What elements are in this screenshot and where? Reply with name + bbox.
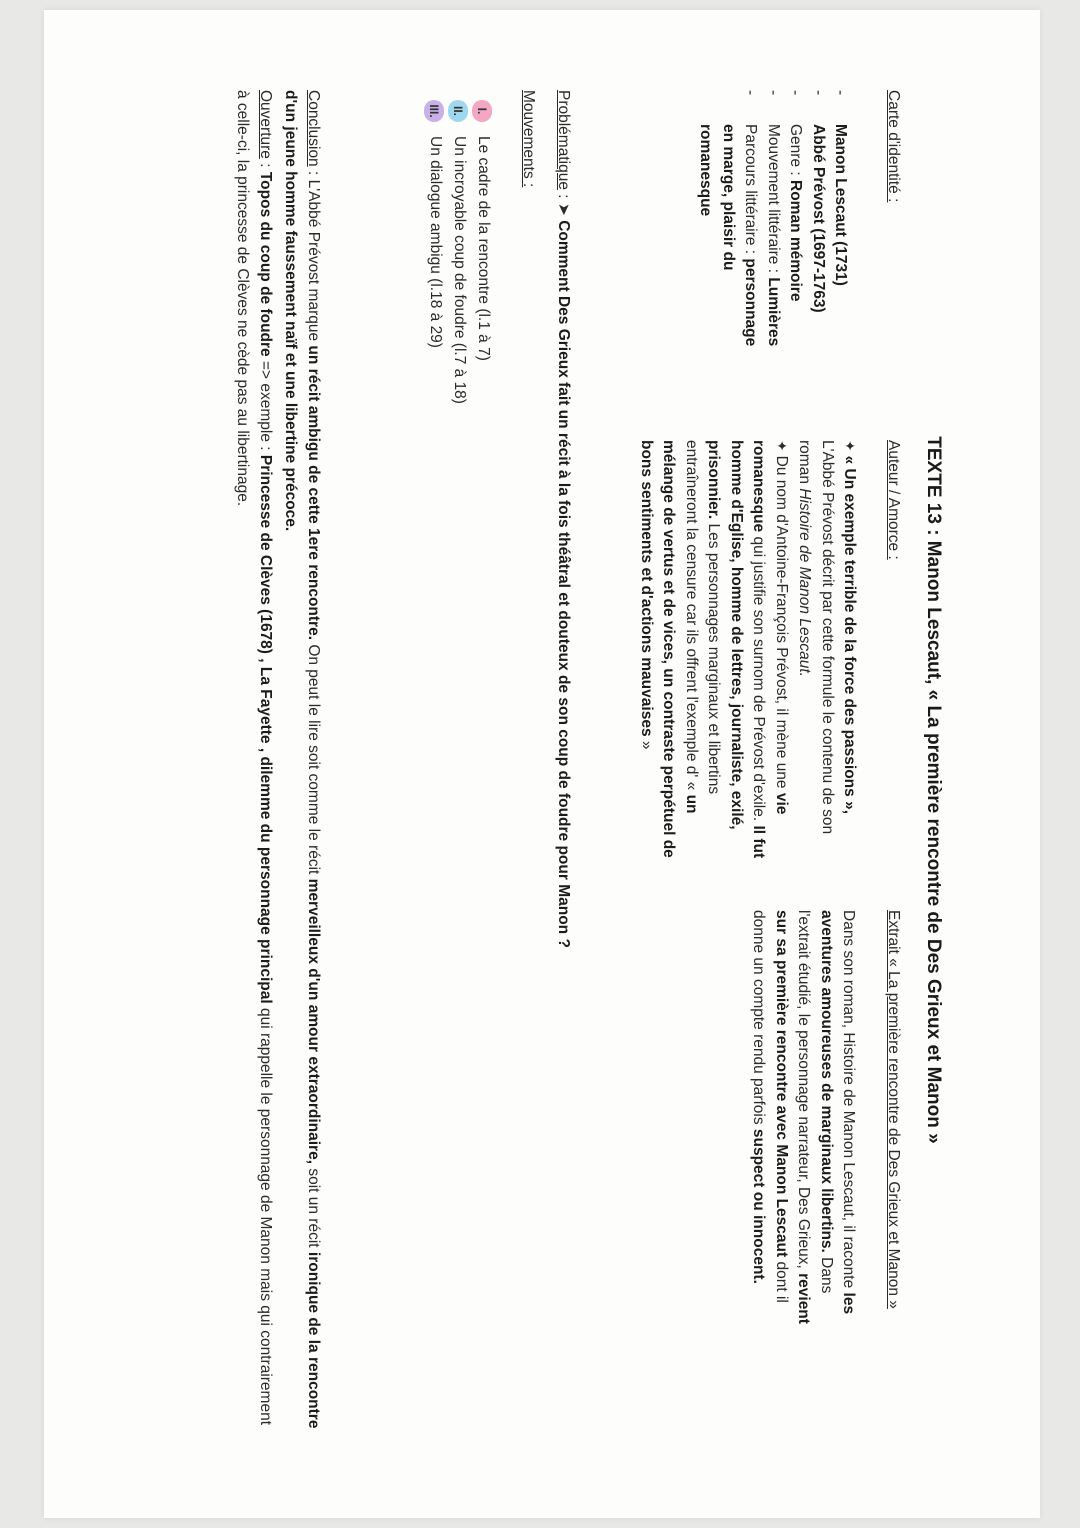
identity-heading: Carte d'identité : — [885, 90, 902, 203]
problematique-question: Comment Des Grieux fait un récit à la fois théâtral et douteux de son coup de foudre pour Manon ? — [555, 220, 572, 948]
conclusion-label: Conclusion — [305, 90, 322, 167]
author-paragraph-2: ✦ Du nom d'Antoine-François Prévost, il mène une vie romanesque qui justifie son surnom de Prévost d'exile. Il fut homme d'Eglise, homme de lettres, journaliste, exilé, prisonnier. Les personnages marginaux et libertins entraîneront la censure car ils offrent l'exemple d' « un mélange de vertus et de vices, un contraste perpétuel de bons sentiments et d'actions mauvaises » — [638, 440, 790, 859]
mouvements-heading: Mouvements : — [520, 90, 537, 188]
extract-paragraph: Dans son roman, Histoire de Manon Lescaut, il raconte les aventures amoureuses de marginaux libertins. Dans l'extrait étudié, le personnage narrateur, Des Grieux, revient sur sa première rencontre avec Manon Lescaut dont il donne un compte rendu parfois suspect ou innocent. — [750, 910, 858, 1324]
author-heading: Auteur / Amorce : — [885, 440, 902, 560]
mouvement-item — [471, 90, 495, 790]
author-section — [635, 440, 905, 860]
ouverture: Ouverture : Topos du coup de foudre => exemple : Princesse de Clèves (1678) , La Fayette , dilemme du personnage principal qui rappelle le personnage de Manon mais qui contrairement à celle-ci, la princesse de Clèves ne cède pas au libertinage. — [234, 90, 274, 1426]
scanned-page — [44, 10, 1040, 1518]
mouvement-item — [447, 90, 471, 790]
identity-item-author: - Abbé Prévost (1697-1763) — [807, 90, 830, 350]
identity-item-parcours: - Parcours littéraire : personnage en marge, plaisir du romanesque — [694, 90, 762, 350]
ouverture-label: Ouverture — [257, 90, 274, 159]
problematique: Problématique : ➤ Comment Des Grieux fait un récit à la fois théâtral et douteux de son coup de foudre pour Manon ? — [555, 90, 572, 948]
identity-item-genre: - Genre : Roman mémoire — [784, 90, 807, 350]
mouvement-text: Un incroyable coup de foudre (l.7 à 18) — [450, 136, 468, 404]
rotated-sheet — [84, 90, 944, 1490]
mouvements-section — [423, 90, 540, 790]
mouvement-number: II. — [449, 100, 469, 122]
extract-heading: Extrait « La première rencontre de Des Grieux et Manon » — [885, 910, 902, 1309]
identity-item-movement: - Mouvement littéraire : Lumières — [762, 90, 785, 350]
arrow-icon: ➤ — [555, 202, 572, 216]
mouvement-item — [423, 90, 447, 790]
page-title: TEXTE 13 : Manon Lescaut, « La première rencontre de Des Grieux et Manon » — [923, 436, 944, 1144]
mouvement-text: Un dialogue ambigu (l.18 à 29) — [426, 136, 444, 348]
conclusion: Conclusion : L'Abbé Prévost marque un récit ambigu de cette 1ere rencontre. On peut le lire soit comme le récit merveilleux d'un amour extraordinaire, soit un récit ironique de la rencontre d'un jeune homme faussement naïf et une libertine précoce. — [282, 90, 322, 1429]
extract-section — [747, 910, 904, 1330]
author-paragraph-1: ✦ « Un exemple terrible de la force des passions », L'Abbé Prévost décrit par cette formule le contenu de son roman Histoire de Manon Lescaut. — [796, 440, 859, 835]
diamond-bullet-icon: ✦ — [774, 440, 790, 456]
mouvement-number: III. — [425, 100, 445, 122]
diamond-bullet-icon: ✦ — [842, 440, 859, 456]
mouvement-number: I. — [473, 100, 493, 122]
mouvement-text: Le cadre de la rencontre (l.1 à 7) — [474, 136, 492, 361]
identity-list — [694, 90, 852, 350]
identity-section — [694, 90, 904, 350]
identity-item-title: - Manon Lescaut (1731) — [829, 90, 852, 350]
problematique-label: Problématique — [555, 90, 572, 190]
